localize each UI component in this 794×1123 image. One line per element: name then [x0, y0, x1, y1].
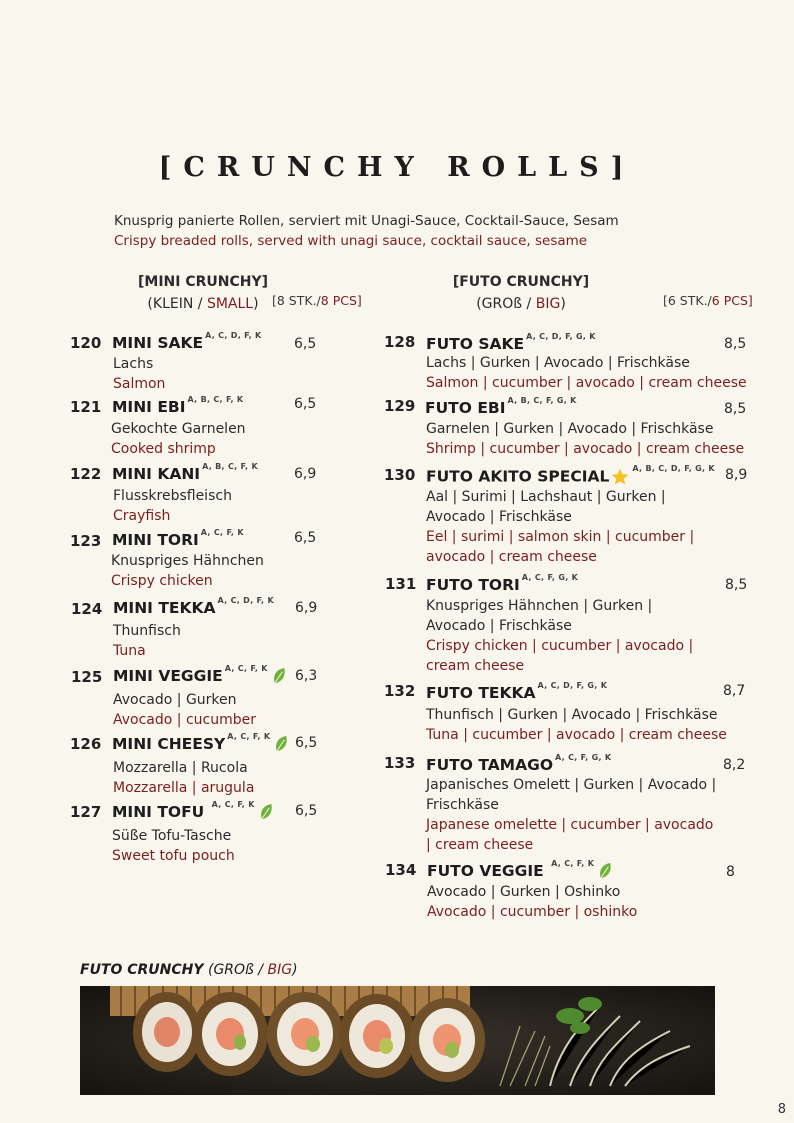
item-number: 121	[70, 398, 102, 416]
item-name: MINI TEKKA $^{A, C, D, F, K}$	[113, 595, 274, 617]
page-title: [CRUNCHY ROLLS]	[158, 152, 636, 183]
item-name: MINI VEGGIE $^{A, C, F, K}$	[113, 667, 288, 686]
item-number: 133	[384, 754, 416, 772]
item-name: FUTO TORI $^{A, C, F, G, K}$	[426, 572, 579, 594]
leaf-icon	[271, 667, 288, 686]
mini-heading: [MINI CRUNCHY]	[137, 274, 268, 290]
photo-caption: FUTO CRUNCHY (GROß / BIG)	[80, 962, 298, 978]
item-description: Mozzarella | Rucola Mozzarella | arugula	[113, 760, 255, 796]
item-number: 123	[70, 532, 102, 550]
item-name: FUTO TAMAGO $^{A, C, F, G, K}$	[426, 752, 612, 774]
item-name: MINI TOFU $^{A, C, F, K}$	[112, 803, 275, 822]
item-name: FUTO VEGGIE $^{A, C, F, K}$	[427, 862, 614, 881]
item-description: Avocado | Gurken Avocado | cucumber	[113, 692, 256, 728]
item-number: 124	[71, 600, 103, 618]
item-description: Süße Tofu-Tasche Sweet tofu pouch	[112, 828, 235, 864]
item-price: 6,5	[295, 735, 318, 751]
item-price: 6,5	[295, 803, 318, 819]
futo-heading: [FUTO CRUNCHY]	[452, 274, 590, 290]
item-price: 6,3	[295, 668, 318, 684]
item-description: Lachs Salmon	[113, 356, 166, 392]
item-description: Knuspriges Hähnchen | Gurken | Avocado | Frischkäse Crispy chicken | cucumber | avocado | cream cheese	[426, 598, 694, 674]
item-name: FUTO TEKKA $^{A, C, D, F, G, K}$	[426, 680, 608, 702]
page-number: 8	[777, 1102, 786, 1117]
item-number: 120	[70, 334, 102, 352]
item-price: 8,5	[725, 577, 748, 593]
item-name: MINI TORI $^{A, C, F, K}$	[112, 527, 244, 549]
item-number: 134	[385, 861, 417, 879]
item-number: 126	[70, 735, 102, 753]
item-name: MINI SAKE $^{A, C, D, F, K}$	[112, 330, 262, 352]
item-description: Thunfisch | Gurken | Avocado | Frischkäse Tuna | cucumber | avocado | cream cheese	[426, 707, 727, 743]
leaf-icon	[597, 862, 614, 881]
item-name: FUTO AKITO SPECIAL $^{A, B, C, D, F, G, K}$	[426, 464, 715, 486]
sushi-photo	[80, 986, 715, 1095]
item-price: 6,9	[295, 600, 318, 616]
item-description: Lachs | Gurken | Avocado | Frischkäse Salmon | cucumber | avocado | cream cheese	[426, 355, 747, 391]
item-number: 131	[385, 575, 417, 593]
item-price: 8,2	[723, 757, 746, 773]
item-price: 6,5	[294, 396, 317, 412]
item-price: 8	[726, 864, 735, 880]
item-description: Japanisches Omelett | Gurken | Avocado | Frischkäse Japanese omelette | cucumber | avocado | cream cheese	[426, 777, 717, 853]
item-number: 127	[70, 803, 102, 821]
item-description: Flusskrebsfleisch Crayfish	[113, 488, 232, 524]
item-name: MINI EBI $^{A, B, C, F, K}$	[112, 394, 244, 416]
item-description: Avocado | Gurken | Oshinko Avocado | cucumber | oshinko	[427, 884, 638, 920]
futo-size: (GROß / BIG)	[476, 296, 566, 312]
item-name: MINI KANI $^{A, B, C, F, K}$	[112, 461, 258, 483]
item-name: FUTO EBI $^{A, B, C, F, G, K}$	[425, 395, 577, 417]
mini-size: (KLEIN / SMALL)	[147, 296, 259, 312]
intro-german: Knusprig panierte Rollen, serviert mit Unagi-Sauce, Cocktail-Sauce, Sesam	[114, 213, 619, 229]
item-price: 8,7	[723, 683, 746, 699]
item-number: 130	[384, 466, 416, 484]
mini-heading-block	[112, 271, 294, 315]
intro-english: Crispy breaded rolls, served with unagi sauce, cocktail sauce, sesame	[114, 233, 588, 249]
item-price: 6,5	[294, 530, 317, 546]
item-number: 132	[384, 682, 416, 700]
star-icon	[610, 467, 630, 487]
item-price: 6,9	[294, 466, 317, 482]
item-number: 125	[71, 668, 103, 686]
item-number: 122	[70, 465, 102, 483]
item-price: 6,5	[294, 336, 317, 352]
item-price: 8,9	[725, 467, 748, 483]
mini-pieces: [8 STK./8 PCS]	[272, 293, 362, 308]
item-name: MINI CHEESY $^{A, C, F, K}$	[112, 735, 290, 754]
item-price: 8,5	[724, 401, 747, 417]
item-description: Thunfisch Tuna	[113, 623, 181, 659]
item-description: Garnelen | Gurken | Avocado | Frischkäse Shrimp | cucumber | avocado | cream cheese	[426, 421, 745, 457]
item-description: Knuspriges Hähnchen Crispy chicken	[111, 553, 264, 589]
intro	[114, 211, 619, 251]
item-description: Gekochte Garnelen Cooked shrimp	[111, 421, 246, 457]
leaf-icon	[258, 803, 275, 822]
futo-pieces: [6 STK./6 PCS]	[663, 293, 753, 308]
sushi-photo-illustration	[80, 986, 715, 1095]
futo-heading-block	[430, 271, 612, 315]
item-number: 128	[384, 333, 416, 351]
leaf-icon	[273, 735, 290, 754]
item-price: 8,5	[724, 336, 747, 352]
item-number: 129	[384, 397, 416, 415]
item-description: Aal | Surimi | Lachshaut | Gurken | Avocado | Frischkäse Eel | surimi | salmon skin | cucumber | avocado | cream cheese	[426, 489, 695, 565]
item-name: FUTO SAKE $^{A, C, D, F, G, K}$	[426, 331, 596, 353]
